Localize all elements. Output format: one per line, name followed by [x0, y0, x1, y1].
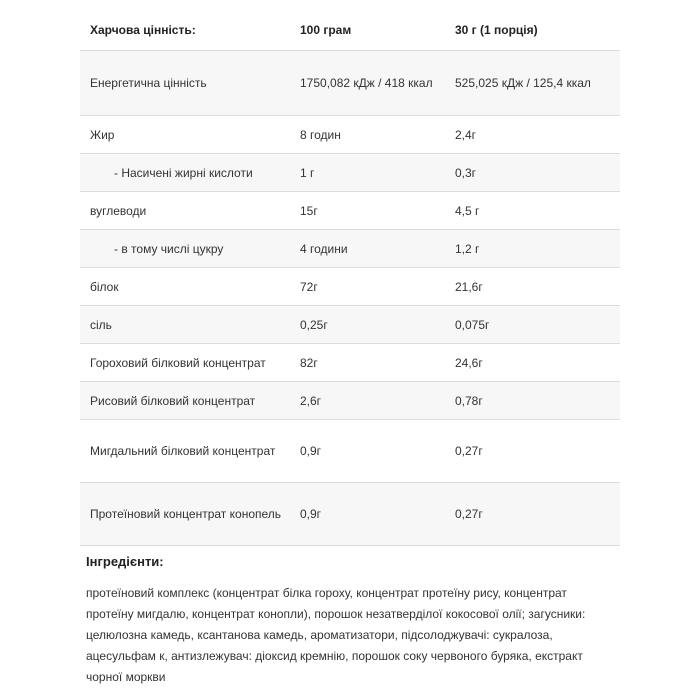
value-per-100g: 8 годин — [290, 116, 445, 154]
value-per-serving: 4,5 г — [445, 192, 620, 230]
header-nutrition: Харчова цінність: — [80, 10, 290, 51]
nutrition-table — [80, 10, 620, 546]
value-per-100g: 0,9г — [290, 483, 445, 546]
table-row — [80, 306, 620, 344]
nutrient-name: Мигдальний білковий концентрат — [80, 420, 290, 483]
nutrient-name: Гороховий білковий концентрат — [80, 344, 290, 382]
table-row — [80, 192, 620, 230]
value-per-serving: 21,6г — [445, 268, 620, 306]
value-per-100g: 1750,082 кДж / 418 ккал — [290, 51, 445, 116]
nutrient-name: білок — [80, 268, 290, 306]
nutrient-name: - Насичені жирні кислоти — [80, 154, 290, 192]
table-row — [80, 483, 620, 546]
nutrient-name: Протеїновий концентрат конопель — [80, 483, 290, 546]
value-per-100g: 1 г — [290, 154, 445, 192]
table-row — [80, 382, 620, 420]
table-row — [80, 230, 620, 268]
value-per-100g: 4 години — [290, 230, 445, 268]
value-per-100g: 72г — [290, 268, 445, 306]
nutrient-name: вуглеводи — [80, 192, 290, 230]
nutrient-name: Жир — [80, 116, 290, 154]
value-per-serving: 0,3г — [445, 154, 620, 192]
value-per-100g: 2,6г — [290, 382, 445, 420]
ingredients-text: протеїновий комплекс (концентрат білка гороху, концентрат протеїну рису, концентрат протеїну мигдалю, концентрат конопли), порошок незатверділої кокосової олії; загусники: целюлозна камедь, ксантанова камедь, ароматизатори, підсолоджувачі: сукралоза, ацесульфам к, антизлежувач: діоксид кремнію, порошок соку червоного буряка, екстракт чорної моркви — [86, 586, 586, 684]
ingredients-title: Інгредієнти: — [86, 554, 164, 569]
value-per-100g: 0,9г — [290, 420, 445, 483]
value-per-serving: 525,025 кДж / 125,4 ккал — [445, 51, 620, 116]
header-per-serving: 30 г (1 порція) — [445, 10, 620, 51]
nutrient-name: сіль — [80, 306, 290, 344]
nutrient-name: - в тому числі цукру — [80, 230, 290, 268]
table-row — [80, 116, 620, 154]
value-per-serving: 2,4г — [445, 116, 620, 154]
nutrient-name: Рисовий білковий концентрат — [80, 382, 290, 420]
value-per-100g: 82г — [290, 344, 445, 382]
table-row — [80, 420, 620, 483]
value-per-serving: 0,78г — [445, 382, 620, 420]
ingredients-section — [86, 554, 616, 688]
table-row — [80, 268, 620, 306]
value-per-serving: 1,2 г — [445, 230, 620, 268]
value-per-serving: 24,6г — [445, 344, 620, 382]
table-header-row — [80, 10, 620, 51]
nutrient-name: Енергетична цінність — [80, 51, 290, 116]
value-per-100g: 15г — [290, 192, 445, 230]
table-row — [80, 344, 620, 382]
header-per-100g: 100 грам — [290, 10, 445, 51]
value-per-serving: 0,27г — [445, 420, 620, 483]
value-per-100g: 0,25г — [290, 306, 445, 344]
table-row — [80, 51, 620, 116]
value-per-serving: 0,075г — [445, 306, 620, 344]
value-per-serving: 0,27г — [445, 483, 620, 546]
table-row — [80, 154, 620, 192]
